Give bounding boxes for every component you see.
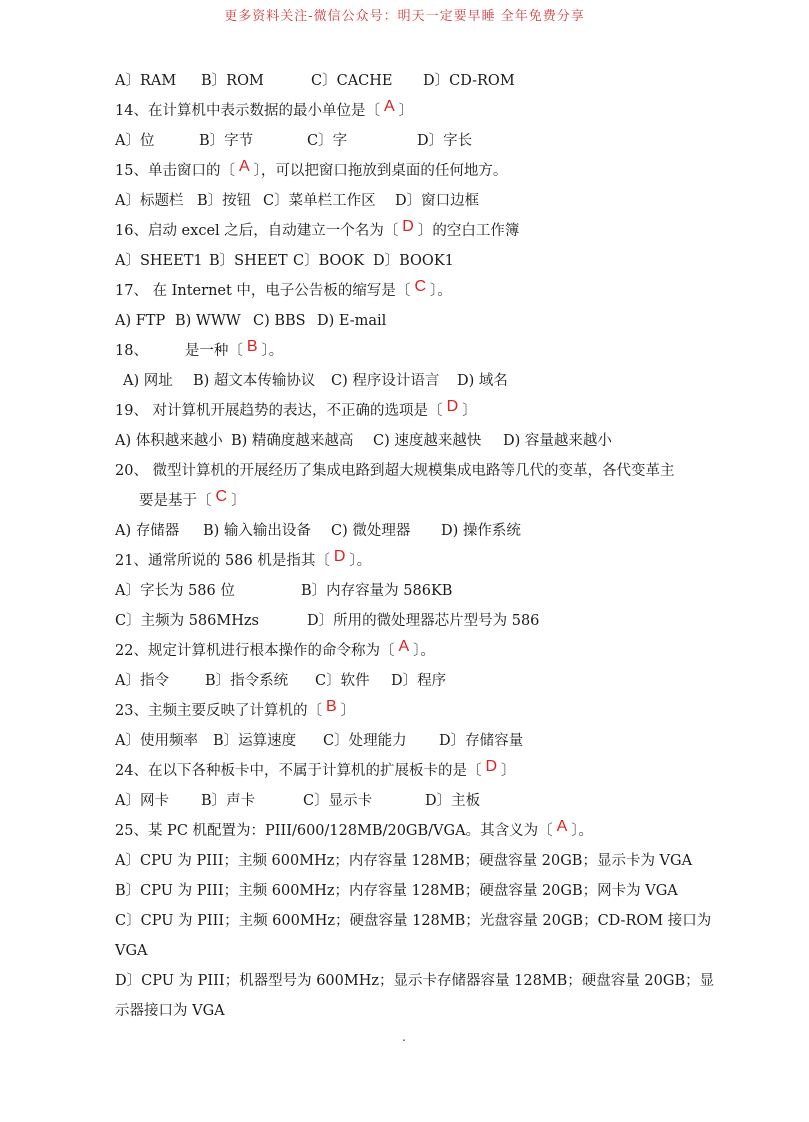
q17-options bbox=[115, 306, 715, 336]
header-banner: 更多资料关注-微信公众号：明天一定要早睡 全年免费分享 bbox=[224, 9, 585, 24]
answer-mark: D bbox=[333, 548, 346, 565]
question-text-end: 〕 bbox=[231, 493, 246, 509]
question-17 bbox=[115, 276, 715, 306]
option-c: C〕软件 bbox=[315, 673, 370, 689]
option-b: B) 超文本传输协议 bbox=[193, 373, 316, 389]
question-23 bbox=[115, 696, 715, 726]
option-d: D〕存储容量 bbox=[439, 733, 524, 749]
question-text: 14、在计算机中表示数据的最小单位是〔 bbox=[115, 103, 380, 119]
answer-mark: D bbox=[446, 398, 459, 415]
question-text: 21、通常所说的 586 机是指其〔 bbox=[115, 553, 330, 569]
question-text-end: 〕 bbox=[501, 763, 516, 779]
q19-options bbox=[115, 426, 715, 456]
question-text-end: 〕 bbox=[398, 103, 414, 119]
question-text-end: 〕。 bbox=[413, 643, 435, 659]
q13-options bbox=[115, 66, 715, 96]
answer-mark: A bbox=[238, 158, 250, 175]
question-list bbox=[115, 66, 715, 1026]
option-b: B〕指令系统 bbox=[205, 673, 289, 689]
option-d: D) E-mail bbox=[317, 313, 387, 329]
option-a: A〕标题栏 bbox=[115, 193, 184, 209]
option-a: A) 存储器 bbox=[115, 523, 180, 539]
answer-mark: A bbox=[383, 98, 395, 115]
question-text-end: 〕。 bbox=[349, 553, 372, 569]
question-15 bbox=[115, 156, 715, 186]
option-a: A〕使用频率 bbox=[115, 733, 198, 749]
option-c: C〕显示卡 bbox=[303, 793, 373, 809]
option-b: B〕字节 bbox=[199, 133, 254, 149]
answer-mark: A bbox=[398, 638, 410, 655]
question-text-end: 〕 bbox=[340, 703, 356, 719]
question-text: 25、某 PC 机配置为：PIII/600/128MB/20GB/VGA。其含义为〔 bbox=[115, 823, 553, 839]
option-b: B) 输入输出设备 bbox=[203, 523, 311, 539]
option-b: B〕SHEET bbox=[209, 253, 288, 269]
option-a: A〕指令 bbox=[115, 673, 169, 689]
question-text-end: 〕。 bbox=[571, 823, 593, 839]
question-text-end: 〕，可以把窗口拖放到桌面的任何地方。 bbox=[253, 163, 508, 179]
question-text-end: 〕。 bbox=[261, 343, 284, 359]
question-21 bbox=[115, 546, 715, 576]
option-d: D〕CD-ROM bbox=[423, 73, 515, 89]
answer-mark: B bbox=[246, 338, 258, 355]
option-c: C) BBS bbox=[253, 313, 306, 329]
question-16 bbox=[115, 216, 715, 246]
option-a: A〕网卡 bbox=[115, 793, 169, 809]
q16-options bbox=[115, 246, 715, 276]
question-text: 16、启动 excel 之后，自动建立一个名为〔 bbox=[115, 223, 399, 239]
option-a: A) FTP bbox=[115, 313, 166, 329]
option-a: A) 网址 bbox=[123, 373, 173, 389]
q25-option-b: B〕CPU 为 PIII；主频 600MHz；内存容量 128MB；硬盘容量 20GB；网卡为 VGA bbox=[115, 883, 678, 899]
option-c: C) 速度越来越快 bbox=[373, 433, 482, 449]
option-b: B) 精确度越来越高 bbox=[231, 433, 354, 449]
question-25 bbox=[115, 816, 715, 846]
question-text: 22、规定计算机进行根本操作的命令称为〔 bbox=[115, 643, 395, 659]
question-text: 19、 对计算机开展趋势的表达，不正确的选项是〔 bbox=[115, 403, 443, 419]
q25-option-c-cont: VGA bbox=[115, 943, 148, 959]
option-c: C) 程序设计语言 bbox=[331, 373, 440, 389]
option-a: A〕RAM bbox=[115, 73, 177, 89]
question-20-cont bbox=[115, 486, 715, 516]
question-text: 要是基于〔 bbox=[139, 493, 212, 509]
option-c: C〕处理能力 bbox=[323, 733, 407, 749]
answer-mark: D bbox=[485, 758, 498, 775]
option-c: C〕BOOK bbox=[293, 253, 365, 269]
option-c: C〕主频为 586MHzs bbox=[115, 613, 259, 629]
option-a: A〕位 bbox=[115, 133, 155, 149]
question-text-end: 〕的空白工作簿 bbox=[417, 223, 520, 239]
option-b: B〕按钮 bbox=[197, 193, 252, 209]
option-a: A〕字长为 586 位 bbox=[115, 583, 235, 599]
answer-mark: B bbox=[325, 698, 337, 715]
option-d: D) 容量越来越小 bbox=[503, 433, 612, 449]
question-text: 24、在以下各种板卡中，不属于计算机的扩展板卡的是〔 bbox=[115, 763, 482, 779]
q25-option-c: C〕CPU 为 PIII；主频 600MHz；硬盘容量 128MB；光盘容量 20GB；CD-ROM 接口为 bbox=[115, 913, 712, 929]
option-b: B〕声卡 bbox=[201, 793, 256, 809]
question-14 bbox=[115, 96, 715, 126]
q22-options bbox=[115, 666, 715, 696]
option-b: B〕ROM bbox=[201, 73, 264, 89]
question-20: 20、 微型计算机的开展经历了集成电路到超大规模集成电路等几代的变革，各代变革主 bbox=[115, 463, 675, 479]
question-text: 23、主频主要反映了计算机的〔 bbox=[115, 703, 322, 719]
q21-options-cd bbox=[115, 606, 715, 636]
option-d: D〕字长 bbox=[417, 133, 473, 149]
option-d: D) 操作系统 bbox=[441, 523, 521, 539]
q23-options bbox=[115, 726, 715, 756]
answer-mark: C bbox=[215, 488, 228, 505]
option-d: D) 域名 bbox=[457, 373, 508, 389]
option-d: D〕程序 bbox=[391, 673, 447, 689]
q25-option-a: A〕CPU 为 PIII；主频 600MHz；内存容量 128MB；硬盘容量 20GB；显示卡为 VGA bbox=[115, 853, 693, 869]
answer-mark: D bbox=[402, 218, 414, 235]
q20-options bbox=[115, 516, 715, 546]
option-d: D〕窗口边框 bbox=[395, 193, 480, 209]
q14-options bbox=[115, 126, 715, 156]
option-d: D〕所用的微处理器芯片型号为 586 bbox=[307, 613, 540, 629]
option-c: C) 微处理器 bbox=[331, 523, 411, 539]
answer-mark: C bbox=[414, 278, 426, 295]
q25-option-d: D〕CPU 为 PIII；机器型号为 600MHz；显示卡存储器容量 128MB；硬盘容量 20GB；显 bbox=[115, 973, 715, 989]
q21-options-ab bbox=[115, 576, 715, 606]
option-c: C〕字 bbox=[307, 133, 348, 149]
option-c: C〕CACHE bbox=[311, 73, 393, 89]
option-d: D〕主板 bbox=[425, 793, 481, 809]
option-d: D〕BOOK1 bbox=[373, 253, 454, 269]
answer-mark: A bbox=[556, 818, 568, 835]
question-24 bbox=[115, 756, 715, 786]
q15-options bbox=[115, 186, 715, 216]
question-text-end: 〕 bbox=[462, 403, 477, 419]
page-dot: . bbox=[402, 1030, 406, 1044]
option-a: A) 体积越来越小 bbox=[115, 433, 223, 449]
question-text-end: 〕。 bbox=[430, 283, 452, 299]
q25-option-d-cont: 示器接口为 VGA bbox=[115, 1003, 225, 1019]
question-text: 15、单击窗口的〔 bbox=[115, 163, 235, 179]
q18-options bbox=[115, 366, 715, 396]
option-b: B〕内存容量为 586KB bbox=[301, 583, 453, 599]
question-text: 18、 是一种〔 bbox=[115, 343, 243, 359]
question-19 bbox=[115, 396, 715, 426]
q24-options bbox=[115, 786, 715, 816]
option-a: A〕SHEET1 bbox=[115, 253, 203, 269]
question-22 bbox=[115, 636, 715, 666]
option-b: B〕运算速度 bbox=[213, 733, 297, 749]
question-text: 17、 在 Internet 中，电子公告板的缩写是〔 bbox=[115, 283, 411, 299]
question-18 bbox=[115, 336, 715, 366]
option-c: C〕菜单栏工作区 bbox=[263, 193, 376, 209]
option-b: B) WWW bbox=[175, 313, 241, 329]
